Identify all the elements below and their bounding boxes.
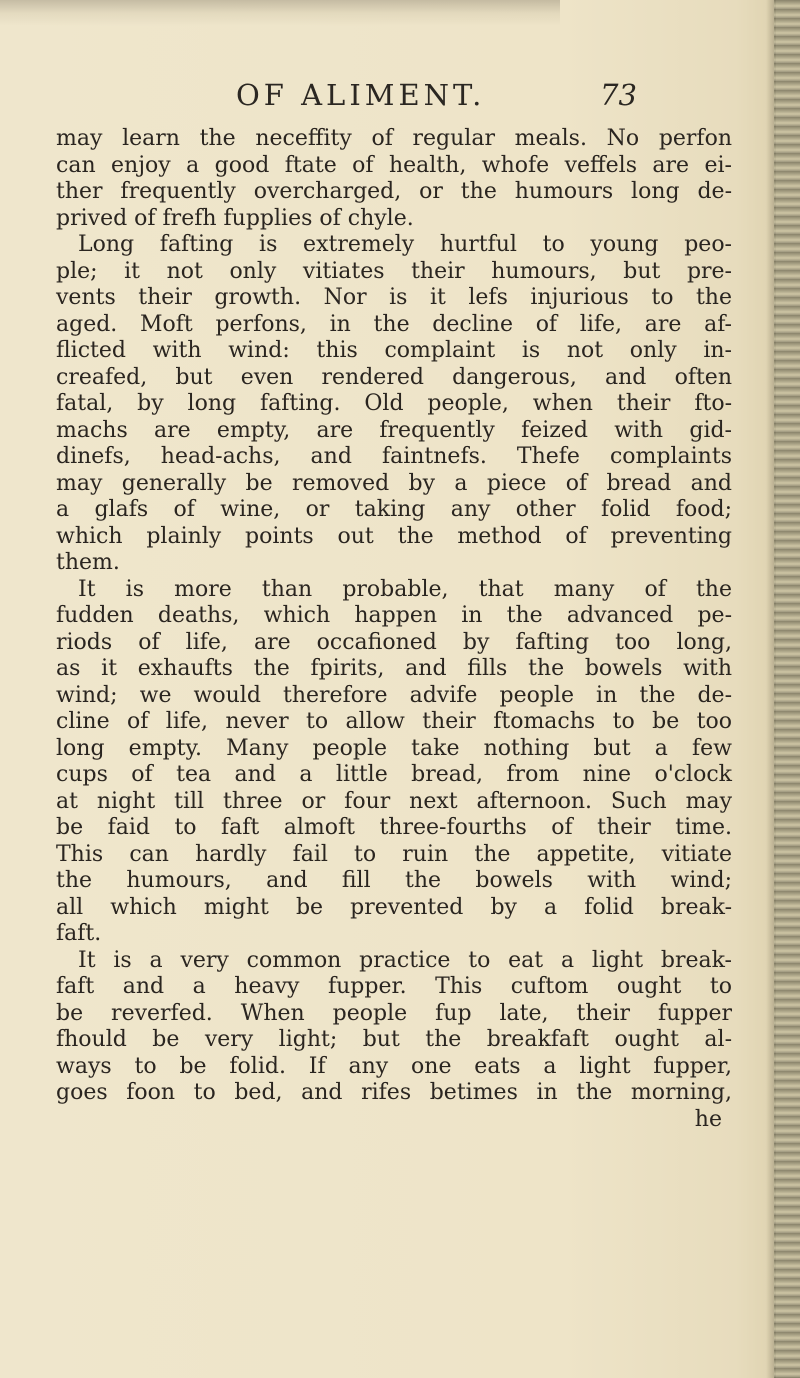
- text-line: This can hardly fail to ruin the appetite, vitiate: [56, 841, 732, 867]
- text-line: can enjoy a good ftate of health, whofe veffels are ei-: [56, 152, 732, 178]
- text-line: fhould be very light; but the breakfaft ought al-: [56, 1027, 732, 1052]
- text-line: ple; it not only vitiates their humours, but pre-: [56, 258, 732, 284]
- body-text: [56, 126, 732, 1133]
- page-top-shadow: [0, 0, 560, 26]
- text-line: long empty. Many people take nothing but a few: [56, 735, 732, 761]
- book-spine-edge: [774, 0, 800, 1378]
- text-line: be reverfed. When people fup late, their fupper: [56, 1000, 732, 1026]
- text-line: may learn the neceffity of regular meals. No perfon: [56, 126, 732, 151]
- text-line: riods of life, are occafioned by fafting too long,: [56, 629, 732, 655]
- text-line: ther frequently overcharged, or the humours long de-: [56, 179, 732, 204]
- text-line: prived of frefh fupplies of chyle.: [56, 205, 414, 231]
- text-line: faft.: [56, 921, 102, 946]
- text-line: them.: [56, 550, 120, 575]
- text-line: dinefs, head-achs, and faintnefs. Thefe complaints: [56, 444, 732, 469]
- text-line: all which might be prevented by a folid break-: [56, 894, 732, 920]
- catchword: he: [694, 1106, 722, 1132]
- text-line: It is a very common practice to eat a light break-: [78, 947, 732, 973]
- text-line: which plainly points out the method of preventing: [56, 523, 732, 549]
- text-line: be faid to faft almoft three-fourths of their time.: [56, 815, 732, 840]
- text-line: fudden deaths, which happen in the advanced pe-: [56, 603, 732, 628]
- text-line: cups of tea and a little bread, from nine o'clock: [56, 762, 732, 787]
- text-line: ways to be folid. If any one eats a light fupper,: [56, 1053, 732, 1079]
- text-line: may generally be removed by a piece of bread and: [56, 470, 732, 496]
- running-head: [0, 78, 720, 122]
- text-line: a glafs of wine, or taking any other folid food;: [56, 497, 732, 522]
- text-line: vents their growth. Nor is it lefs injurious to the: [56, 285, 732, 310]
- text-line: cline of life, never to allow their ftomachs to be too: [56, 709, 732, 734]
- text-line: wind; we would therefore advife people in the de-: [56, 682, 732, 708]
- text-line: machs are empty, are frequently feized with gid-: [56, 417, 732, 443]
- running-title: OF ALIMENT.: [236, 78, 486, 112]
- text-line: goes foon to bed, and rifes betimes in the morning,: [56, 1080, 732, 1105]
- text-line: creafed, but even rendered dangerous, and often: [56, 364, 732, 390]
- text-line: the humours, and fill the bowels with wind;: [56, 868, 732, 893]
- text-line: It is more than probable, that many of the: [78, 576, 732, 602]
- text-line: at night till three or four next afternoon. Such may: [56, 788, 732, 814]
- page-number: 73: [600, 78, 637, 112]
- text-line: flicted with wind: this complaint is not only in-: [56, 338, 732, 363]
- text-line: Long fafting is extremely hurtful to young peo-: [78, 232, 732, 257]
- text-line: aged. Moft perfons, in the decline of life, are af-: [56, 311, 732, 337]
- text-line: as it exhaufts the fpirits, and fills the bowels with: [56, 656, 732, 681]
- text-line: faft and a heavy fupper. This cuftom ought to: [56, 974, 732, 999]
- text-line: fatal, by long fafting. Old people, when their fto-: [56, 391, 732, 416]
